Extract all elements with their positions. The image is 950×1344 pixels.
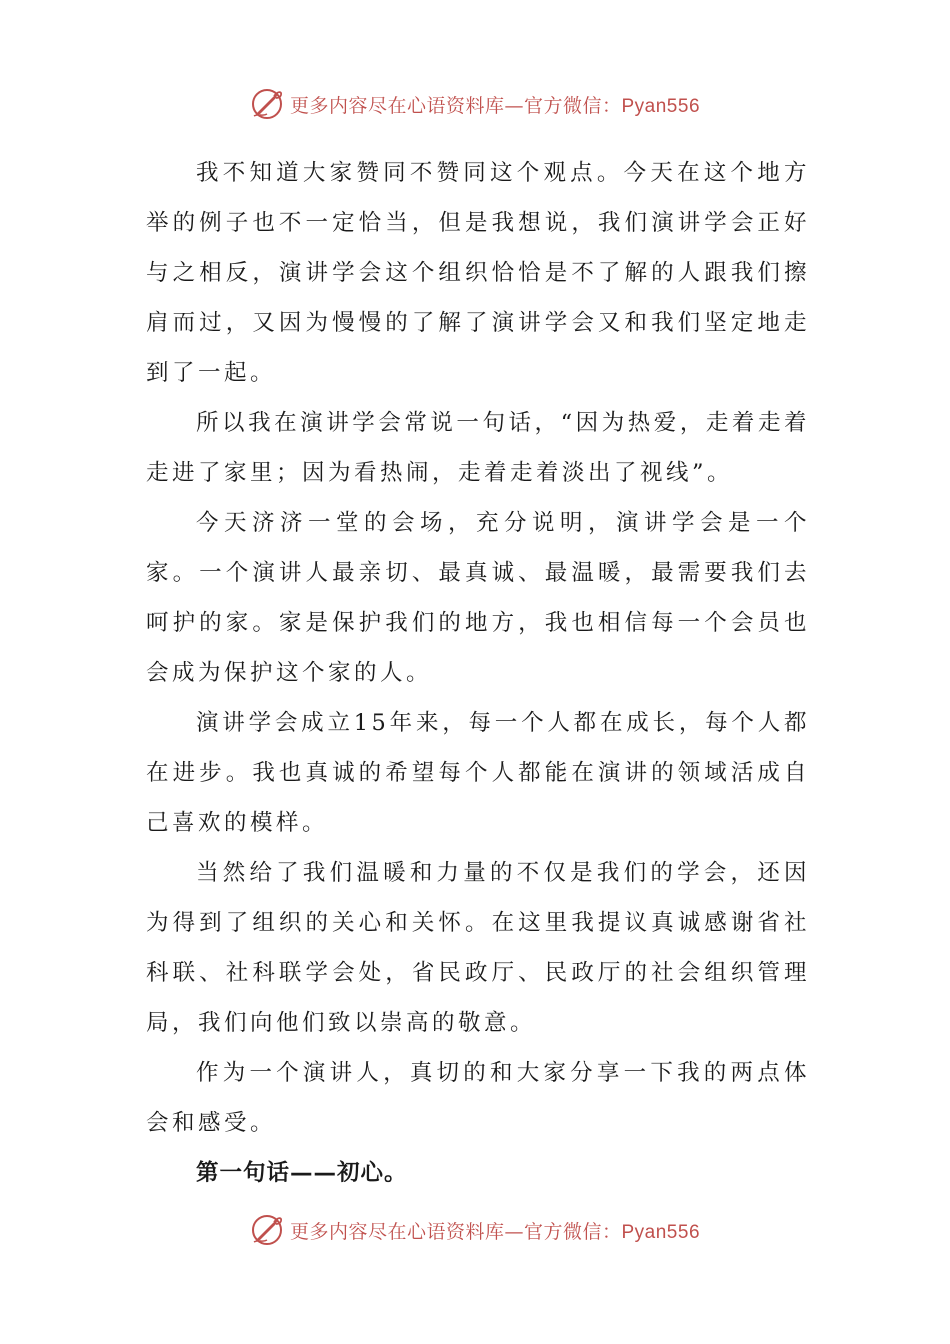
paragraph-5: 当然给了我们温暖和力量的不仅是我们的学会，还因为得到了组织的关心和关怀。在这里我提议真诚感谢省社科联、社科联学会处，省民政厅、民政厅的社会组织管理局，我们向他们致以崇高的敬意。: [146, 860, 810, 1036]
footer-wechat-id: Pyan556: [621, 1221, 701, 1243]
header-banner-label: 更多内容尽在心语资料库—官方微信：: [289, 94, 622, 117]
footer-banner-inner: [250, 1213, 700, 1247]
footer-banner: [0, 1210, 950, 1250]
section-heading: 第一句话——初心。: [196, 1160, 408, 1186]
header-banner-text: [290, 91, 700, 118]
header-wechat-id: Pyan556: [621, 95, 701, 117]
paragraph-1: 我不知道大家赞同不赞同这个观点。今天在这个地方举的例子也不一定恰当，但是我想说，我们演讲学会正好与之相反，演讲学会这个组织恰恰是不了解的人跟我们擦肩而过，又因为慢慢的了解了演讲学会又和我们坚定地走到了一起。: [146, 160, 810, 386]
header-banner: [0, 84, 950, 124]
footer-banner-text: [290, 1217, 700, 1244]
paragraph-6: 作为一个演讲人，真切的和大家分享一下我的两点体会和感受。: [146, 1060, 810, 1136]
footer-banner-label: 更多内容尽在心语资料库—官方微信：: [289, 1220, 622, 1243]
document-body: [146, 148, 810, 1198]
header-banner-inner: [250, 87, 700, 121]
quill-logo-icon: [250, 1213, 284, 1247]
paragraph-2: 所以我在演讲学会常说一句话，“因为热爱，走着走着走进了家里；因为看热闹，走着走着淡出了视线”。: [146, 410, 810, 486]
paragraph-3: 今天济济一堂的会场，充分说明，演讲学会是一个家。一个演讲人最亲切、最真诚、最温暖，最需要我们去呵护的家。家是保护我们的地方，我也相信每一个会员也会成为保护这个家的人。: [146, 510, 810, 686]
quill-logo-icon: [250, 87, 284, 121]
paragraph-4: 演讲学会成立15年来，每一个人都在成长，每个人都在进步。我也真诚的希望每个人都能在演讲的领域活成自己喜欢的模样。: [146, 710, 810, 836]
